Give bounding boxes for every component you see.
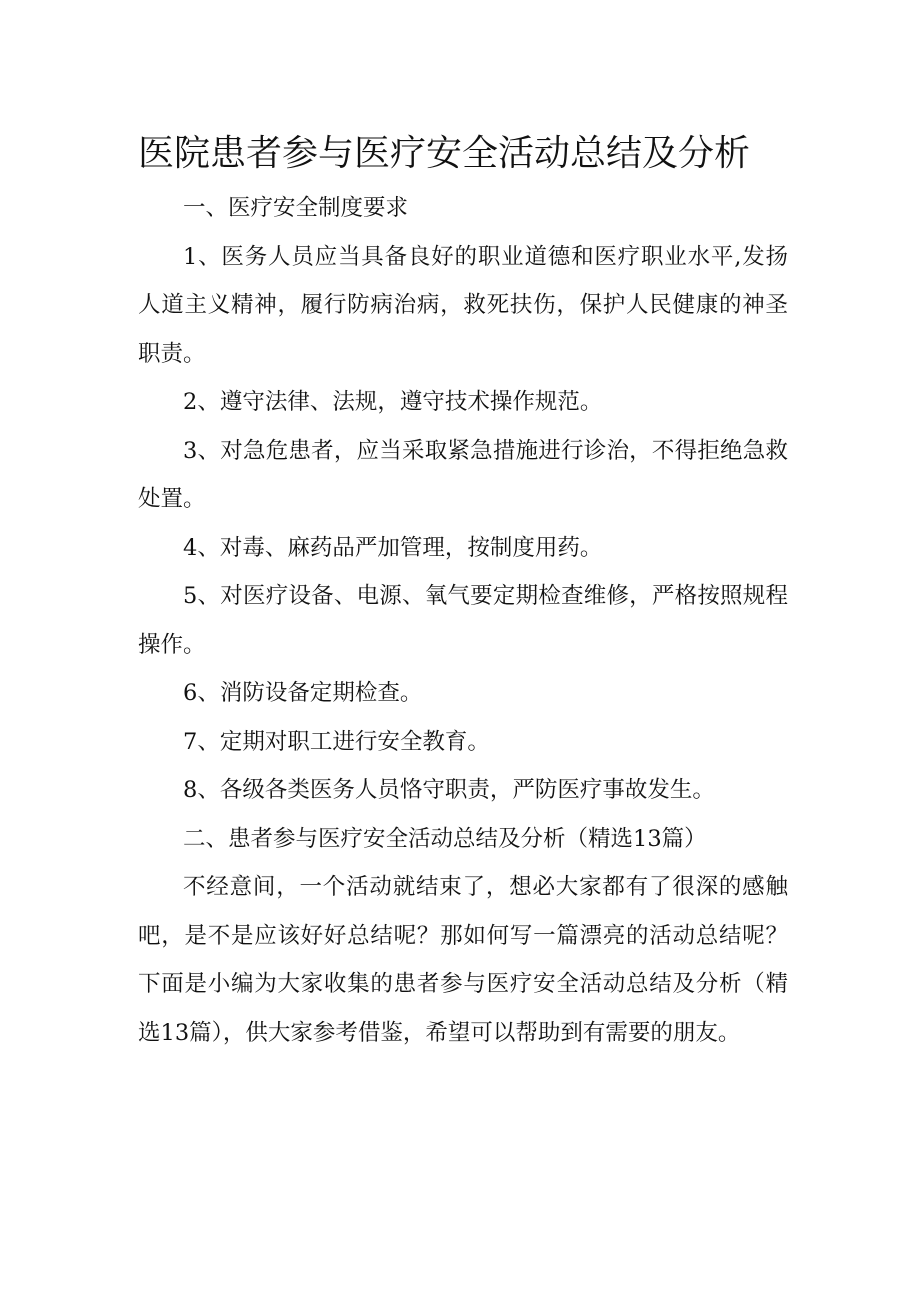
requirement-item-7: 7、定期对职工进行安全教育。 — [183, 728, 490, 755]
section-heading-safety-requirements: 一、医疗安全制度要求 — [183, 195, 409, 221]
intro-paragraph: 不经意间，一个活动就结束了，想必大家都有了很深的感触吧，是不是应该好好总结呢？那如何写一篇漂亮的活动总结呢？下面是小编为大家收集的患者参与医疗安全活动总结及分析（精选13篇），供大家参考借鉴，希望可以帮助到有需要的朋友。 — [138, 874, 788, 1046]
document-body — [138, 184, 788, 1057]
requirement-item-2: 2、遵守法律、法规，遵守技术操作规范。 — [183, 389, 603, 415]
requirement-item-1: 1、医务人员应当具备良好的职业道德和医疗职业水平,发扬人道主义精神，履行防病治病，救死扶伤，保护人民健康的神圣职责。 — [138, 243, 788, 367]
document-title: 医院患者参与医疗安全活动总结及分析 — [138, 133, 751, 174]
requirement-item-5: 5、对医疗设备、电源、氧气要定期检查维修，严格按照规程操作。 — [138, 583, 788, 658]
requirement-item-8: 8、各级各类医务人员恪守职责，严防医疗事故发生。 — [183, 777, 715, 803]
requirement-item-6: 6、消防设备定期检查。 — [183, 680, 423, 706]
requirement-item-4: 4、对毒、麻药品严加管理，按制度用药。 — [183, 534, 603, 561]
section-heading-activity-summary: 二、患者参与医疗安全活动总结及分析（精选13篇） — [183, 825, 707, 852]
requirement-item-3: 3、对急危患者，应当采取紧急措施进行诊治，不得拒绝急救处置。 — [138, 437, 788, 512]
